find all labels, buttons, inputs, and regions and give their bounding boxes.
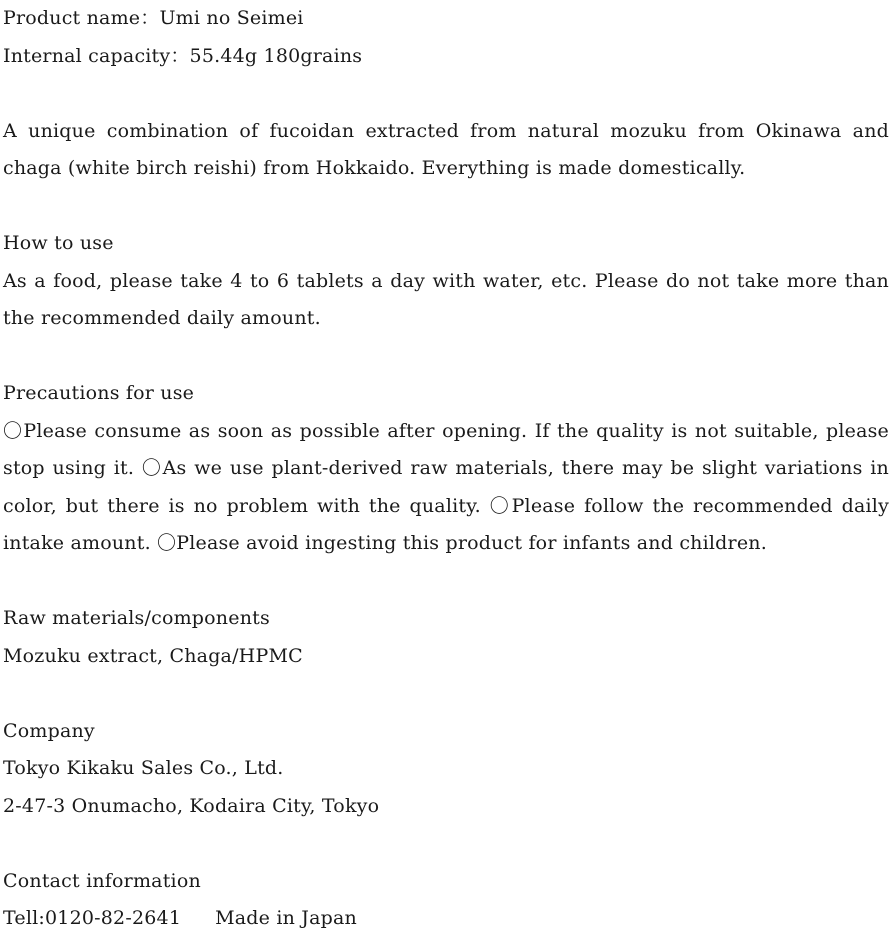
spacer [3,825,889,863]
product-description: A unique combination of fucoidan extracted from natural mozuku from Okinawa and chaga (white birch reishi) from Hokkaido. Everything is made domestically. [3,119,889,179]
company-heading: Company [3,719,95,742]
product-name-line: Product name：Umi no Seimei [3,7,304,29]
raw-materials-heading: Raw materials/components [3,607,270,629]
spacer [3,75,889,113]
raw-materials-text: Mozuku extract, Chaga/HPMC [3,644,303,667]
made-in-origin: Made in Japan [215,907,357,929]
contact-line [3,900,889,938]
spacer [3,338,889,376]
internal-capacity-line: Internal capacity：55.44g 180grains [3,44,363,67]
contact-phone: Tell:0120-82-2641 [3,907,182,929]
spacer [3,563,889,601]
how-to-use-heading: How to use [3,232,114,254]
contact-heading: Contact information [3,869,201,892]
spacer [3,188,889,226]
how-to-use-text: As a food, please take 4 to 6 tablets a day with water, etc. Please do not take more than the recommended daily amount. [3,269,889,329]
precautions-heading: Precautions for use [3,382,195,404]
spacer [3,675,889,713]
precautions-text: 〇Please consume as soon as possible after opening. If the quality is not suitable, please stop using it. 〇As we use plant-derived raw materials, there may be slight variations in color, but there is no problem with the quality. 〇Please follow the recommended daily intake amount. 〇Please avoid ingesting this product for infants and children. [3,419,889,554]
company-name: Tokyo Kikaku Sales Co., Ltd. [3,757,284,779]
company-address: 2-47-3 Onumacho, Kodaira City, Tokyo [3,794,380,817]
